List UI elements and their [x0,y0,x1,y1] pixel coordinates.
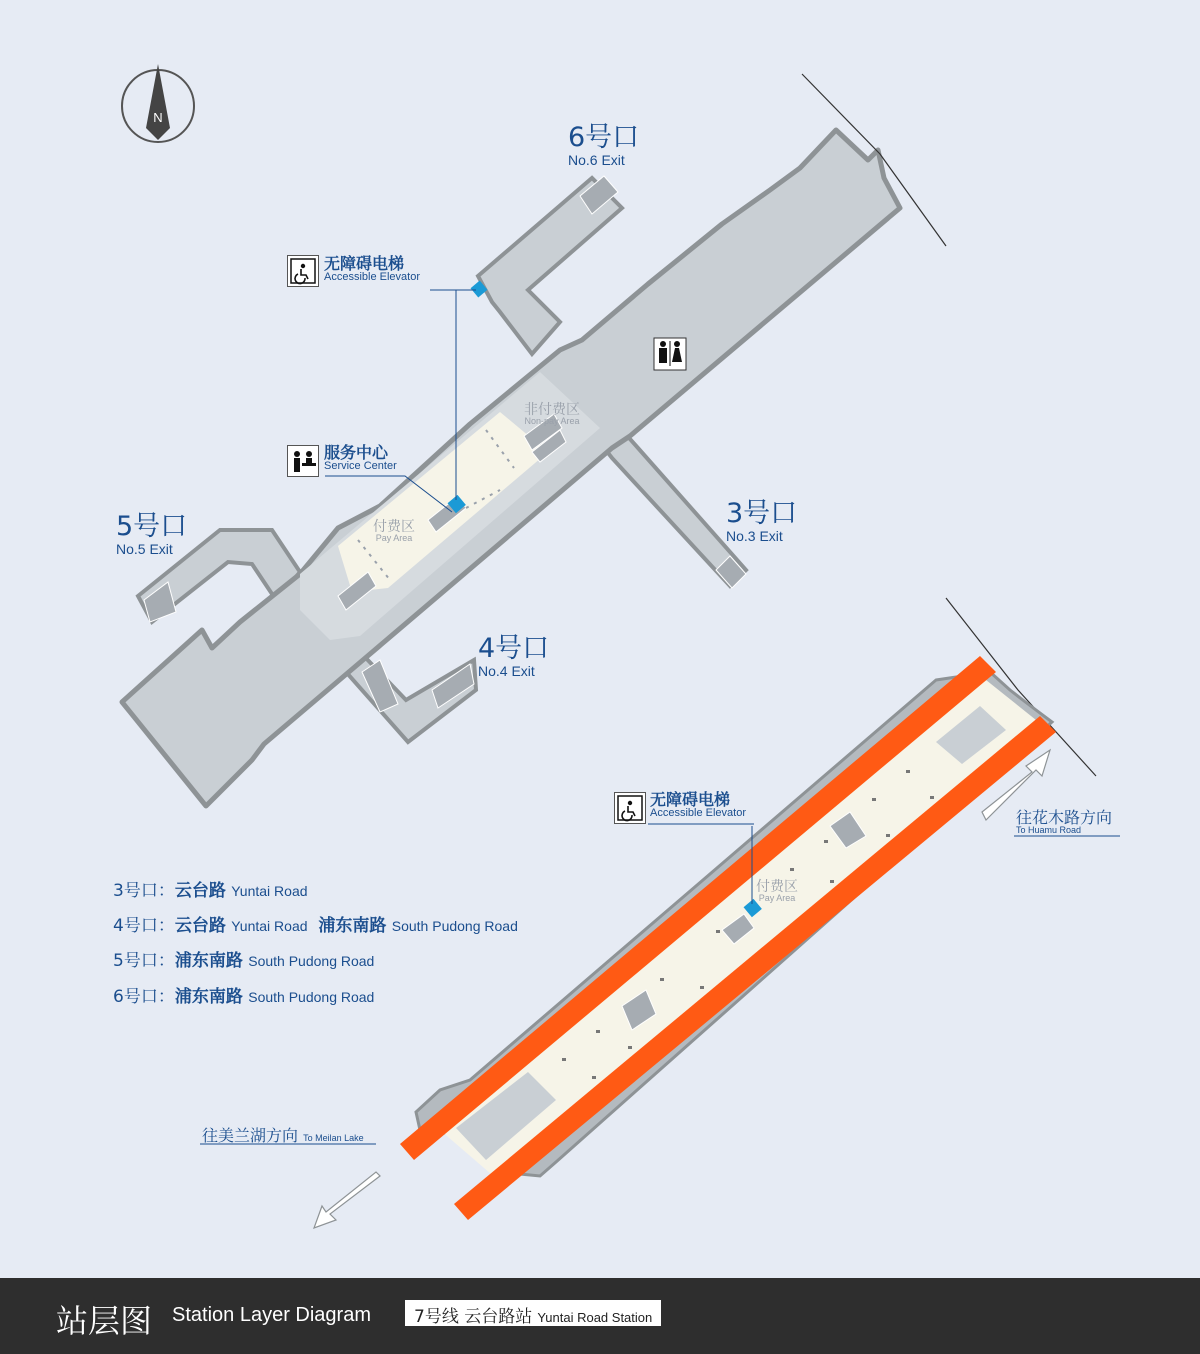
direction-huamu-cn: 往花木路方向 [1016,808,1113,827]
legend-cn-2: 浦东南路 [318,916,387,936]
platform-marker [596,1030,600,1033]
exit-4-corridor [346,654,476,742]
platform-marker [592,1076,596,1079]
non-pay-area-cn: 非付费区 [524,402,580,418]
service-center-en: Service Center [324,460,397,472]
platform-marker [562,1058,566,1061]
platform-marker [700,986,704,989]
legend-en: South Pudong Road [248,989,375,1005]
north-compass [122,64,194,142]
track-upper [400,656,996,1160]
concourse-pay-area-cn: 付费区 [373,519,415,535]
legend-exit: 4号口： [113,916,175,936]
track-lower [454,716,1056,1220]
exit-5-en: No.5 Exit [116,541,173,557]
legend-cn: 浦东南路 [174,951,243,971]
line-station-cn: 7号线 云台路站 [414,1307,533,1327]
direction-meilan-cn: 往美兰湖方向 [202,1126,299,1145]
exit-3-label [726,500,797,543]
legend-row [113,911,518,936]
concourse-elevator-cn: 无障碍电梯 [324,254,405,273]
direction-huamu-label [1016,810,1112,835]
legend-cn: 浦东南路 [174,987,243,1007]
restroom-icon [654,338,686,370]
legend-exit: 5号口： [113,951,175,971]
platform-marker [872,798,876,801]
concourse-pay-area-label [373,520,415,543]
legend-row [113,876,308,901]
legend-exit: 3号口： [113,881,175,901]
footer-title-cn: 站层图 [56,1302,153,1340]
service-center-label [324,445,397,472]
exit-5-label [116,513,187,556]
platform-elevator-label [650,792,746,819]
platform-elevator-icon [614,792,646,824]
footer-bar [0,1278,1200,1354]
platform-elevator-en: Accessible Elevator [650,807,746,819]
concourse-pay-area-en: Pay Area [375,533,413,543]
platform-marker [790,868,794,871]
exit-4-label [478,635,549,678]
legend-en: Yuntai Road [231,883,308,899]
platform-marker [886,834,890,837]
direction-huamu-en: To Huamu Road [1016,825,1082,835]
platform-marker [930,796,934,799]
arrow-meilan [200,1144,380,1228]
concourse-elevator-en: Accessible Elevator [324,271,420,283]
exit-3-en: No.3 Exit [726,528,783,544]
legend-en: South Pudong Road [248,953,375,969]
line-station-badge [405,1300,661,1326]
exit-6-label [568,124,639,167]
direction-meilan-label [202,1128,364,1144]
legend-en: Yuntai Road [231,918,308,934]
platform-marker [628,1046,632,1049]
platform-marker [906,770,910,773]
platform-elevator-cn: 无障碍电梯 [650,790,731,809]
platform-pay-area-en: Pay Area [758,893,796,903]
service-center-cn: 服务中心 [324,443,389,462]
platform-pay-area-cn: 付费区 [756,879,798,895]
compass-north-label: N [153,110,163,125]
concourse-level [122,74,946,809]
platform-marker [830,880,834,883]
platform-pay-area-label [756,880,798,903]
exit-6-en: No.6 Exit [568,152,625,168]
legend-cn: 云台路 [174,916,226,936]
legend-row [113,982,374,1007]
non-pay-area-en: Non-pay Area [524,416,580,426]
non-pay-area-label [524,403,580,426]
accessible-elevator-icon [287,255,319,287]
direction-meilan-en: To Meilan Lake [303,1133,364,1143]
line-station-en: Yuntai Road Station [537,1310,653,1325]
legend-row [113,946,374,971]
exit-6-cn: 6号口 [568,122,640,153]
legend-exit: 6号口： [113,987,175,1007]
platform-marker [716,930,720,933]
exit-4-cn: 4号口 [478,633,550,664]
concourse-elevator-label [324,256,420,283]
exit-3-cn: 3号口 [726,498,798,529]
legend-en-2: South Pudong Road [391,918,518,934]
footer-title-en: Station Layer Diagram [172,1304,371,1326]
service-center-icon [287,445,319,477]
platform-marker [660,978,664,981]
exit-4-en: No.4 Exit [478,663,535,679]
legend-cn: 云台路 [174,881,226,901]
platform-marker [824,840,828,843]
exit-5-cn: 5号口 [116,511,188,542]
